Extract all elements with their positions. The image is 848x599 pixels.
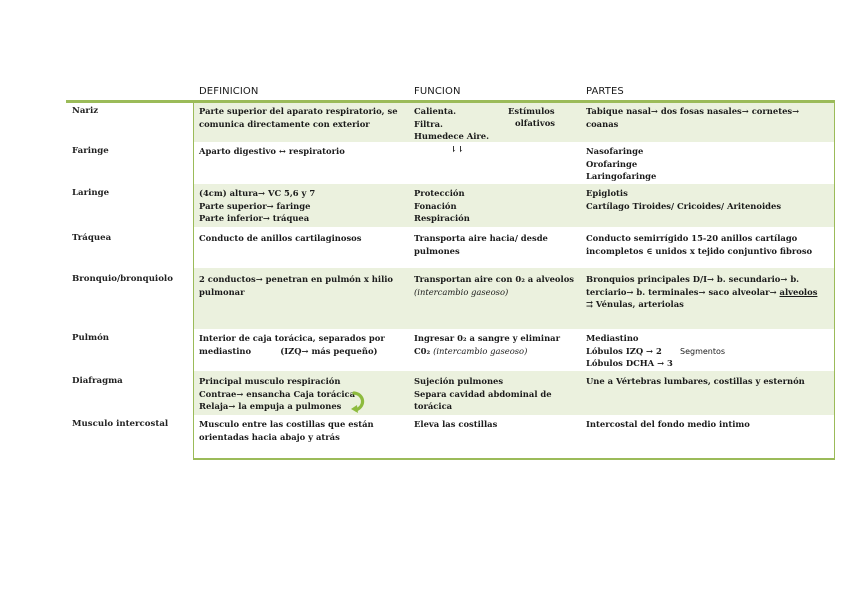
header-funcion: FUNCION	[414, 86, 461, 97]
diafragma-definicion: Principal musculo respiración Contrae→ ensancha Caja torácica Relaja→ la empuja a pulmones	[199, 376, 356, 412]
row-label-faringe: Faringe	[72, 146, 109, 156]
header-rule	[66, 100, 835, 103]
laringe-definicion: (4cm) altura→ VC 5,6 y 7 Parte superior→ faringe Parte inferior→ tráquea	[199, 188, 316, 224]
bronquio-partes: Bronquios principales D/I→ b. secundario→ b. terciario→ b. terminales→ saco alveolar→ alveolos ⇉ Vénulas, arteriolas	[586, 274, 818, 310]
row-label-bronquio: Bronquio/bronquiolo	[72, 274, 173, 284]
faringe-definicion: Aparto digestivo ↔ respiratorio	[199, 146, 345, 156]
pulmon-partes: Mediastino Lóbulos IZQ → 2 Lóbulos DCHA → 3	[586, 333, 673, 369]
nariz-funcion: Calienta. Filtra. Humedece Aire.	[414, 106, 490, 142]
table-bottom-border	[193, 458, 835, 460]
intercostal-partes: Intercostal del fondo medio intimo	[586, 419, 750, 429]
diafragma-partes: Une a Vértebras lumbares, costillas y esternón	[586, 376, 805, 386]
laringe-partes: Epiglotis Cartílago Tiroides/ Cricoides/ Aritenoides	[586, 188, 782, 211]
row-label-nariz: Nariz	[72, 106, 99, 116]
row-label-diafragma: Diafragma	[72, 376, 123, 386]
traquea-partes: Conducto semirrígido 15-20 anillos cartílago incompletos ∈ unidos x tejido conjuntivo fibroso	[586, 233, 813, 256]
faringe-funcion-arrows: ⇂⇂	[450, 144, 465, 154]
row-label-traquea: Tráquea	[72, 233, 112, 243]
table-right-border	[834, 103, 835, 460]
pulmon-definicion: Interior de caja torácica, separados por mediastino (IZQ→ más pequeño)	[199, 333, 385, 356]
bronquio-definicion: 2 conductos→ penetran en pulmón x hilio pulmonar	[199, 274, 394, 297]
table-left-border	[193, 103, 194, 460]
row-label-laringe: Laringe	[72, 188, 110, 198]
traquea-definicion: Conducto de anillos cartilaginosos	[199, 233, 362, 243]
row-label-musculo-intercostal: Musculo intercostal	[72, 419, 169, 429]
bronquio-funcion: Transportan aire con 0₂ a alveolos (intercambio gaseoso)	[414, 274, 574, 297]
intercostal-funcion: Eleva las costillas	[414, 419, 498, 429]
nariz-funcion-side-2: olfativos	[515, 118, 556, 128]
faringe-partes: Nasofaringe Orofaringe Laringofaringe	[586, 146, 657, 182]
diafragma-funcion: Sujeción pulmones Separa cavidad abdominal de torácica	[414, 376, 552, 412]
nariz-funcion-side-1: Estímulos	[508, 106, 555, 116]
pulmon-segmentos: Segmentos	[680, 347, 726, 356]
alveolos-underlined: alveolos	[779, 286, 818, 297]
curved-arrow-icon	[348, 390, 370, 414]
pulmon-funcion: Ingresar 0₂ a sangre y eliminar C0₂ (intercambio gaseoso)	[414, 333, 561, 356]
nariz-partes: Tabique nasal→ dos fosas nasales→ cornetes→ coanas	[586, 106, 800, 129]
traquea-funcion: Transporta aire hacia/ desde pulmones	[414, 233, 548, 256]
laringe-funcion: Protección Fonación Respiración	[414, 188, 470, 224]
row-label-pulmon: Pulmón	[72, 333, 110, 343]
header-definicion: DEFINICION	[199, 86, 259, 97]
header-partes: PARTES	[586, 86, 624, 97]
intercostal-definicion: Musculo entre las costillas que están orientadas hacia abajo y atrás	[199, 419, 374, 442]
nariz-definicion: Parte superior del aparato respiratorio, se comunica directamente con exterior	[199, 106, 398, 129]
